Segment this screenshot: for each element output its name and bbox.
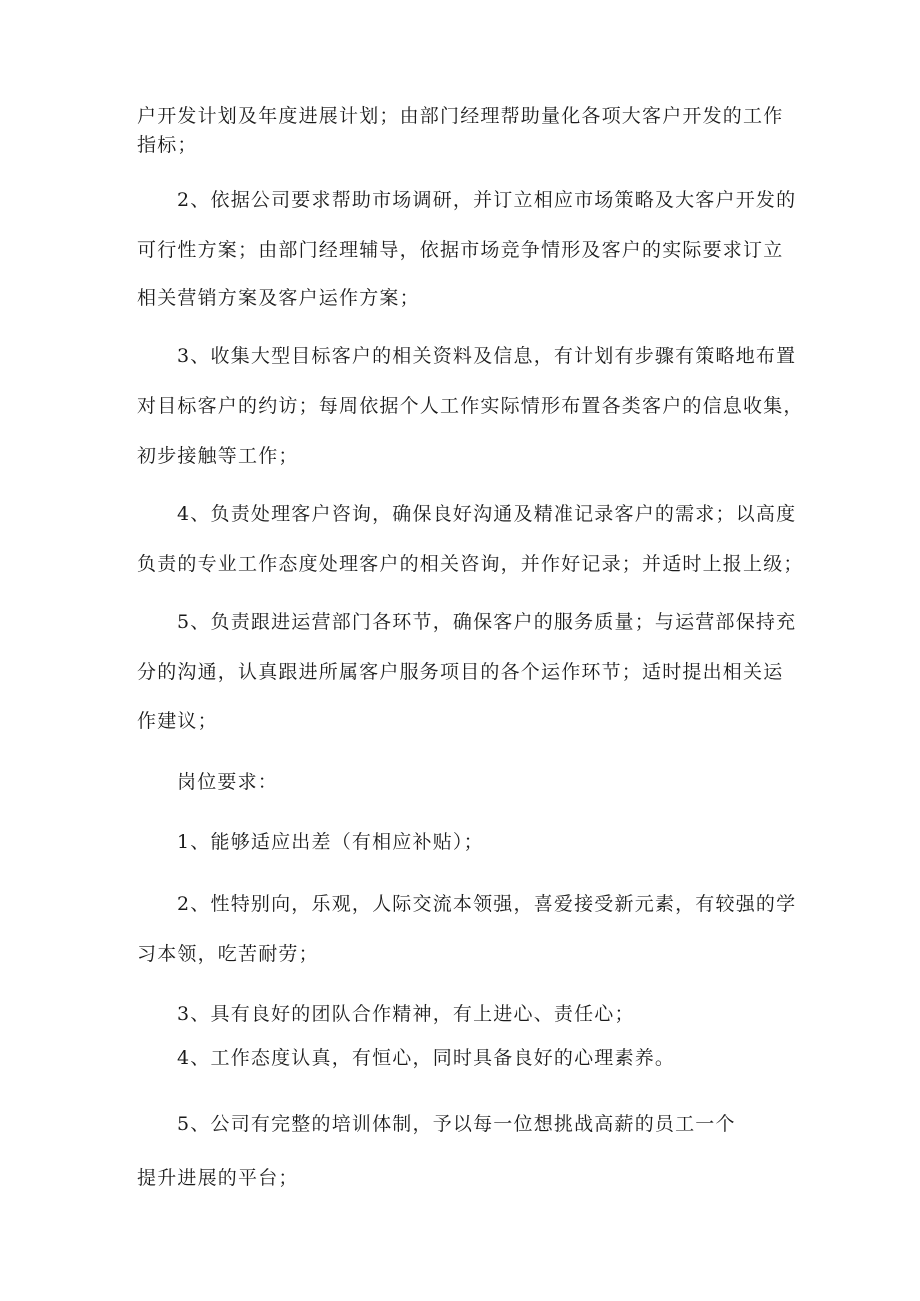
text-line: 1、能够适应出差（有相应补贴）； (177, 831, 484, 853)
text-line: 分的沟通，认真跟进所属客户服务项目的各个运作环节；适时提出相关运 (137, 661, 784, 683)
text-line: 4、工作态度认真，有恒心，同时具备良好的心理素养。 (177, 1047, 676, 1069)
text-line: 提升进展的平台； (137, 1167, 299, 1189)
text-line: 初步接触等工作； (137, 445, 299, 467)
text-line: 户开发计划及年度进展计划；由部门经理帮助量化各项大客户开发的工作 (137, 105, 784, 127)
text-line: 负责的专业工作态度处理客户的相关咨询，并作好记录；并适时上报上级； (137, 553, 804, 575)
text-line: 4、负责处理客户咨询，确保良好沟通及精准记录客户的需求；以高度 (177, 503, 797, 525)
text-line: 3、具有良好的团队合作精神，有上进心、责任心； (177, 1003, 635, 1025)
text-line: 2、性特别向，乐观，人际交流本领强，喜爱接受新元素，有较强的学 (177, 893, 797, 915)
text-line: 可行性方案；由部门经理辅导，依据市场竞争情形及客户的实际要求订立 (137, 239, 784, 261)
text-line: 5、公司有完整的培训体制，予以每一位想挑战高薪的员工一个 (177, 1113, 736, 1135)
text-line: 指标； (137, 134, 198, 156)
text-line: 作建议； (137, 710, 218, 732)
text-line: 对目标客户的约访；每周依据个人工作实际情形布置各类客户的信息收集， (137, 395, 804, 417)
text-line: 2、依据公司要求帮助市场调研，并订立相应市场策略及大客户开发的 (177, 189, 797, 211)
text-line: 相关营销方案及客户运作方案； (137, 287, 420, 309)
text-line: 习本领，吃苦耐劳； (137, 943, 319, 965)
text-line: 5、负责跟进运营部门各环节，确保客户的服务质量；与运营部保持充 (177, 611, 797, 633)
text-line: 3、收集大型目标客户的相关资料及信息，有计划有步骤有策略地布置 (177, 345, 797, 367)
section-heading: 岗位要求： (177, 771, 279, 793)
